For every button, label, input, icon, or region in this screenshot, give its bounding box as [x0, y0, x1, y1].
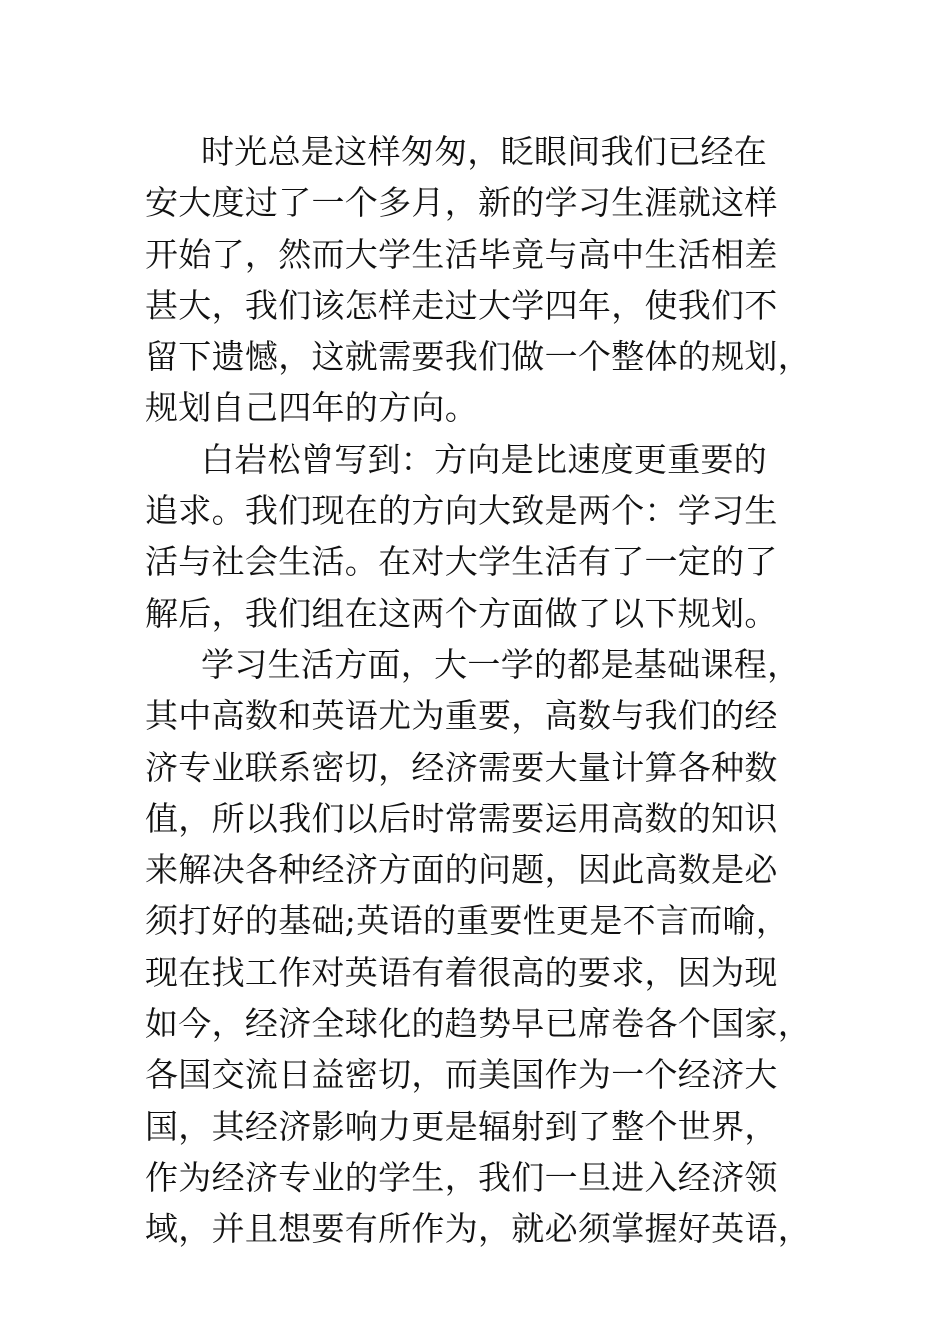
text-line: 其中高数和英语尤为重要，高数与我们的经 [145, 696, 778, 736]
document-text-body [145, 126, 820, 1255]
text-line: 各国交流日益密切，而美国作为一个经济大 [145, 1055, 778, 1095]
text-line: 规划自己四年的方向。 [145, 388, 478, 428]
text-line: 甚大，我们该怎样走过大学四年，使我们不 [145, 285, 778, 325]
text-line: 济专业联系密切，经济需要大量计算各种数 [145, 747, 778, 787]
text-line: 解后，我们组在这两个方面做了以下规划。 [145, 593, 778, 633]
text-line: 白岩松曾写到：方向是比速度更重要的 [201, 439, 768, 479]
text-line: 国，其经济影响力更是辐射到了整个世界， [145, 1106, 778, 1146]
text-line: 现在找工作对英语有着很高的要求，因为现 [145, 952, 778, 992]
text-line: 留下遗憾，这就需要我们做一个整体的规划， [145, 337, 811, 377]
text-line: 如今，经济全球化的趋势早已席卷各个国家， [145, 1004, 811, 1044]
text-line: 值，所以我们以后时常需要运用高数的知识 [145, 798, 778, 838]
text-line: 活与社会生活。在对大学生活有了一定的了 [145, 542, 778, 582]
text-line: 时光总是这样匆匆，眨眼间我们已经在 [201, 132, 768, 171]
text-line: 安大度过了一个多月，新的学习生涯就这样 [145, 183, 778, 223]
text-line: 须打好的基础;英语的重要性更是不言而喻， [145, 901, 790, 941]
text-line: 来解决各种经济方面的问题，因此高数是必 [145, 850, 778, 890]
text-line: 追求。我们现在的方向大致是两个：学习生 [145, 491, 778, 531]
text-line: 作为经济专业的学生，我们一旦进入经济领 [145, 1157, 778, 1197]
text-line: 域，并且想要有所作为，就必须掌握好英语， [145, 1209, 811, 1249]
text-line: 学习生活方面，大一学的都是基础课程， [201, 644, 801, 684]
text-line: 开始了，然而大学生活毕竟与高中生活相差 [145, 234, 778, 274]
